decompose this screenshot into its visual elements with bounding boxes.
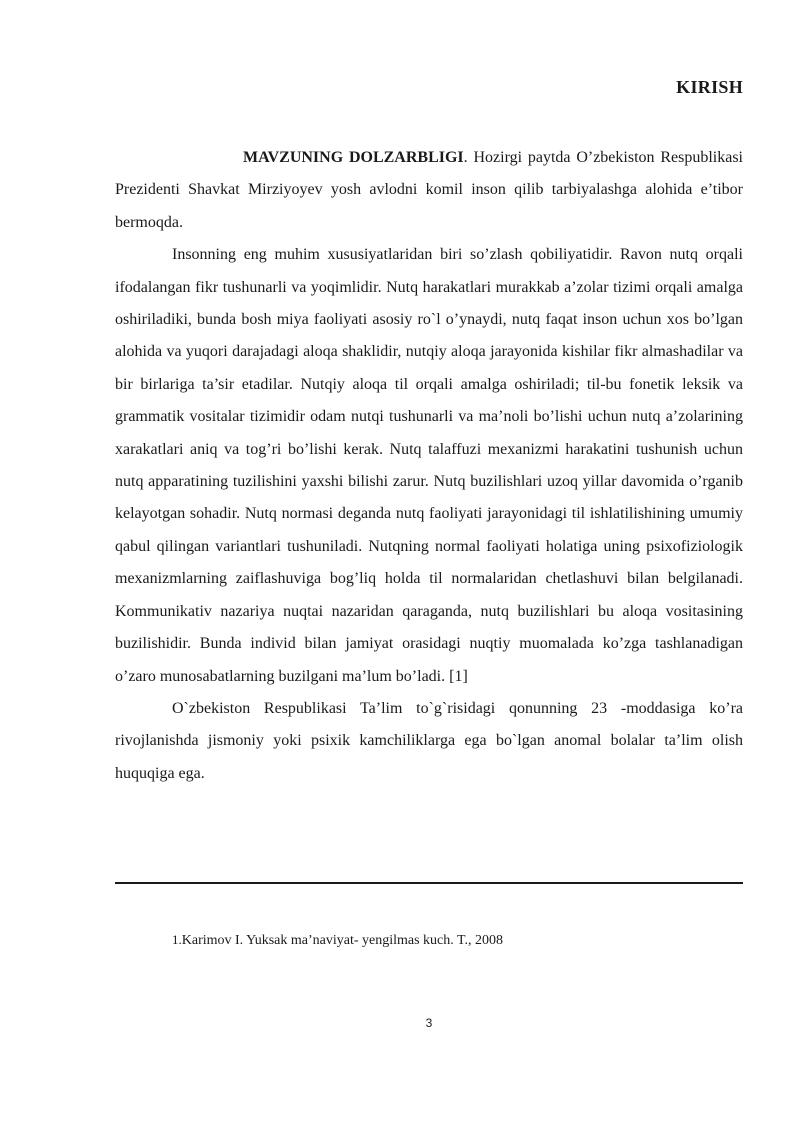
footnote [172, 932, 503, 949]
paragraph: Insonning eng muhim xususiyatlaridan biri so’zlash qobiliyatidir. Ravon nutq orqali ifodalangan fikr tushunarli va yoqimlidir. Nutq harakatlari murakkab a’zolar tizimi orqali amalga oshiriladiki, bunda bosh miya faoliyati asosiy ro`l o’ynaydi, nutq faqat inson uchun xos bo’lgan alohida va yuqori darajadagi aloqa shaklidir, nutqiy aloqa jarayonida kishilar fikr almashadilar va bir birlariga ta’sir etadilar. Nutqiy aloqa til orqali amalga oshiriladi; til-bu fonetik leksik va grammatik vositalar tizimidir odam nutqi tushunarli va ma’noli bo’lishi uchun nutq a’zolarining xarakatlari aniq va tog’ri bo’lishi kerak. Nutq talaffuzi mexanizmi harakatini tushunish uchun nutq apparatining tuzilishini yaxshi bilishi zarur. Nutq buzilishlari uzoq yillar davomida o’rganib kelayotgan sohadir. Nutq normasi deganda nutq faoliyati jarayonidagi til ishlatilishining umumiy qabul qilingan variantlari tushuniladi. Nutqning normal faoliyati holatiga uning psixofiziologik mexanizmlarning zaiflashuviga bog’liq holda til normalaridan chetlashuvi bilan belgilanadi. Kommunikativ nazariya nuqtai nazaridan qaraganda, nutq buzilishlari bu aloqa vositasining buzilishidir. Bunda individ bilan jamiyat orasidagi nuqtiy muomalada ko’zga tashlanadigan o’zaro munosabatlarning buzilgani ma’lum bo’ladi. [1] [115, 246, 743, 685]
footnote-number: 1. [172, 932, 182, 947]
body-text [115, 142, 743, 790]
page-number: 3 [425, 1016, 433, 1030]
section-title: MAVZUNING DOLZARBLIGI [243, 149, 464, 166]
footnote-separator [115, 882, 743, 884]
paragraph: O`zbekiston Respublikasi Ta’lim to`g`risidagi qonunning 23 -moddasiga ko’ra rivojlanishda jismoniy yoki psixik kamchiliklarga ega bo`lgan anomal bolalar ta’lim olish huquqiga ega. [115, 699, 743, 782]
chapter-heading: KIRISH [676, 77, 743, 97]
footnote-text: Karimov I. Yuksak ma’naviyat- yengilmas kuch. T., 2008 [181, 933, 504, 948]
intro-paragraph [115, 142, 743, 239]
intro-text: . Hozirgi paytda O’zbekiston Respublikasi Prezidenti Shavkat Mirziyoyev yosh avlodni komil inson qilib tarbiyalashga alohida e’tibor bermoqda. [115, 149, 743, 231]
